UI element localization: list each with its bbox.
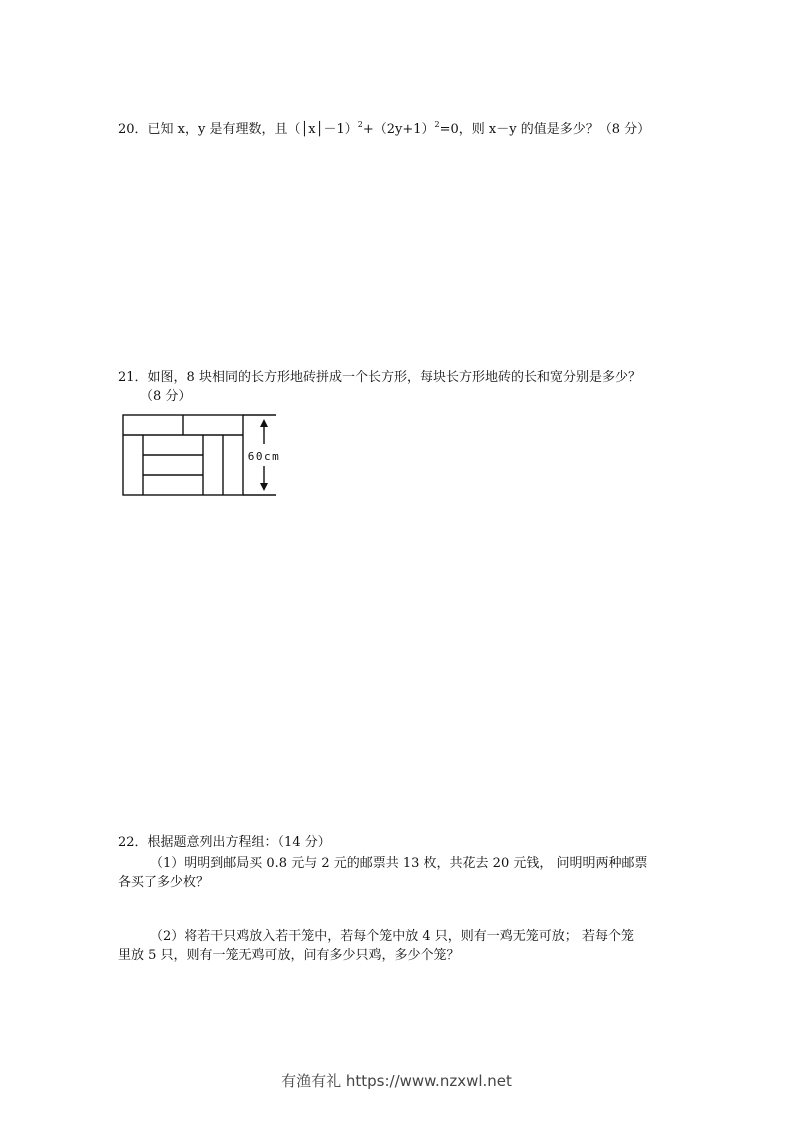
tile-figure — [118, 410, 288, 500]
question-22-sub1-line-1: （1）明明到邮局买 0.8 元与 2 元的邮票共 13 枚，共花去 20 元钱， 问明明两种邮票 — [150, 856, 648, 871]
question-22-title: 22．根据题意列出方程组：（14 分） — [118, 835, 331, 850]
q20-text-1: 20．已知 x，y 是有理数，且（│x│－1） — [118, 122, 358, 137]
q20-text-3: =0，则 x－y 的值是多少？（8 分） — [439, 122, 651, 137]
figure-arrow-down-head — [260, 483, 268, 491]
question-22-sub2-line-1: （2）将若干只鸡放入若干笼中，若每个笼中放 4 只，则有一鸡无笼可放； 若每个笼 — [150, 929, 634, 944]
question-21-line-1: 21．如图，8 块相同的长方形地砖拼成一个长方形，每块长方形地砖的长和宽分别是多少？ — [118, 370, 641, 385]
figure-dimension-label: 60cm — [247, 450, 281, 463]
q20-exponent-2: 2 — [434, 120, 440, 129]
question-22-sub1-line-2: 各买了多少枚？ — [118, 875, 210, 890]
figure-arrow-up-head — [260, 419, 268, 427]
q20-text-2: +（2y+1） — [362, 122, 435, 137]
footer-watermark: 有渔有礼 https://www.nzxwl.net — [281, 1072, 512, 1090]
question-21-line-2: （8 分） — [140, 389, 192, 404]
q20-exponent-1: 2 — [357, 120, 363, 129]
question-22-sub2-line-2: 里放 5 只，则有一笼无鸡可放，问有多少只鸡，多少个笼？ — [118, 948, 460, 963]
question-20 — [118, 116, 650, 139]
